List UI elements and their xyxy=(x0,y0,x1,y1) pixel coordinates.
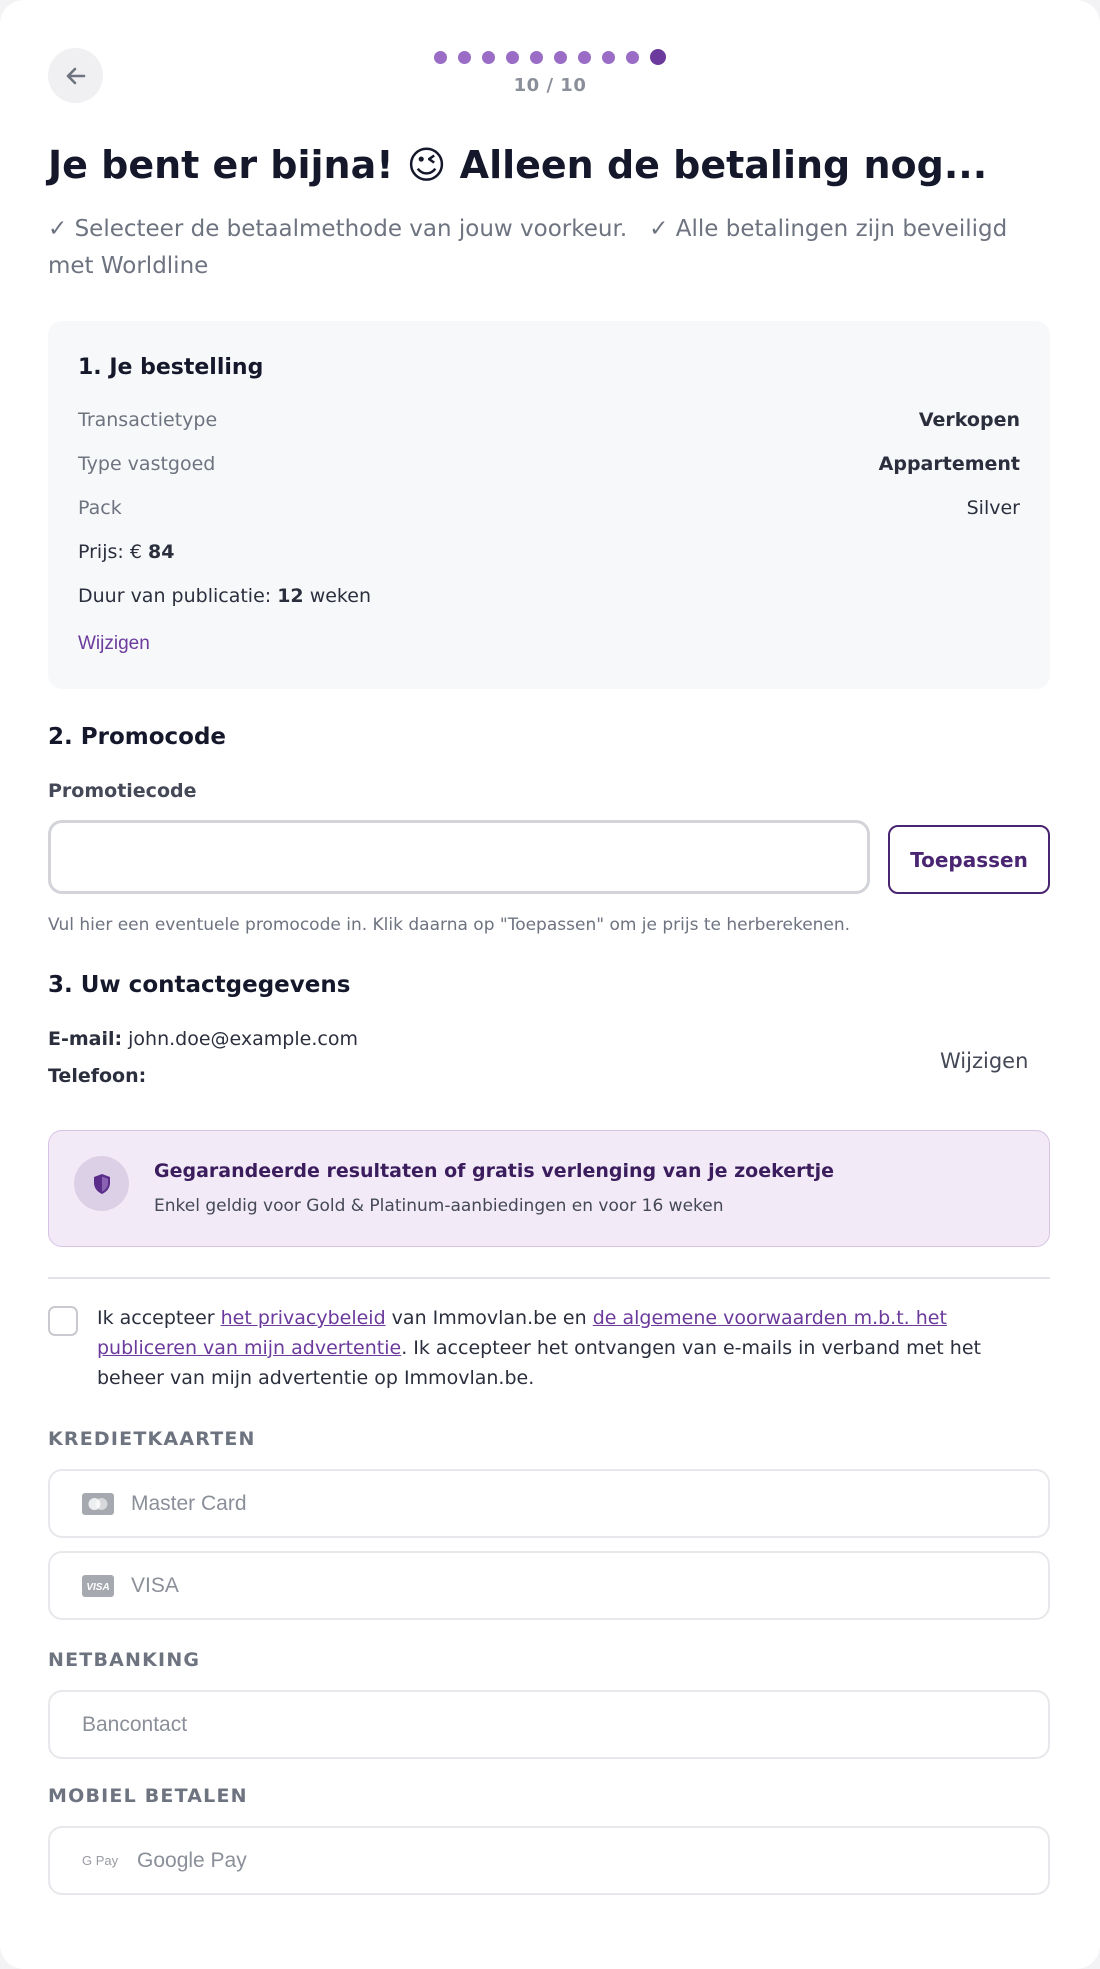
google-pay-icon xyxy=(82,1851,120,1871)
order-row-pack xyxy=(78,497,1020,519)
promo-section-title: 2. Promocode xyxy=(48,724,227,750)
privacy-policy-link[interactable]: het privacybeleid xyxy=(220,1307,386,1329)
order-title: 1. Je bestelling xyxy=(78,355,264,380)
progress-dot xyxy=(434,51,447,64)
promo-hint: Vul hier een eventuele promocode in. Klik daarna op "Toepassen" om je prijs te herberekenen. xyxy=(48,915,851,935)
payment-option-visa[interactable] xyxy=(48,1551,1050,1620)
progress-dot xyxy=(578,51,591,64)
progress-dot xyxy=(650,49,666,65)
contact-edit-button[interactable]: Wijzigen xyxy=(940,1049,1029,1073)
order-edit-link[interactable]: Wijzigen xyxy=(78,633,150,654)
duration-value: 12 xyxy=(277,585,304,607)
mastercard-icon xyxy=(82,1493,114,1515)
terms-prefix: Ik accepteer xyxy=(97,1307,221,1329)
payment-option-label: Bancontact xyxy=(82,1712,188,1736)
duration-unit: weken xyxy=(303,585,371,607)
order-price xyxy=(78,541,174,563)
email-value: john.doe@example.com xyxy=(122,1028,358,1050)
payment-option-mastercard[interactable] xyxy=(48,1469,1050,1538)
order-row-transaction-type xyxy=(78,409,1020,431)
progress-dot xyxy=(530,51,543,64)
promo-code-input[interactable] xyxy=(48,820,870,894)
progress-dot xyxy=(626,51,639,64)
order-key: Pack xyxy=(78,497,122,519)
progress-dot xyxy=(554,51,567,64)
promo-field-label: Promotiecode xyxy=(48,780,197,802)
page-subtitle xyxy=(48,211,1058,285)
contact-email xyxy=(48,1028,358,1050)
mobile-payment-heading: MOBIEL BETALEN xyxy=(48,1785,248,1807)
progress-dot xyxy=(602,51,615,64)
terms-conditions-link[interactable]: de algemene voorwaarden m.b.t. het publiceren van mijn advertentie xyxy=(97,1307,947,1359)
payment-option-label: Google Pay xyxy=(137,1848,247,1872)
progress-dot xyxy=(482,51,495,64)
page-title: Je bent er bijna! 😉 Alleen de betaling nog... xyxy=(48,143,988,187)
payment-option-label: Master Card xyxy=(131,1491,247,1515)
order-key: Transactietype xyxy=(78,409,218,431)
divider xyxy=(48,1277,1050,1279)
guarantee-text: Enkel geldig voor Gold & Platinum-aanbiedingen en voor 16 weken xyxy=(154,1196,724,1216)
subtitle-item: ✓ Selecteer de betaalmethode van jouw voorkeur. xyxy=(48,216,628,242)
order-value: Verkopen xyxy=(918,409,1020,431)
progress-dot xyxy=(506,51,519,64)
email-label: E-mail: xyxy=(48,1028,123,1050)
phone-label: Telefoon: xyxy=(48,1065,147,1087)
progress-dots xyxy=(0,49,1100,65)
subtitle-item: ✓ Alle betalingen zijn beveiligd met Worldline xyxy=(48,216,1008,279)
order-row-property-type xyxy=(78,453,1020,475)
contact-phone xyxy=(48,1065,146,1087)
price-label: Prijs: € xyxy=(78,541,148,563)
netbanking-heading: NETBANKING xyxy=(48,1649,201,1671)
credit-cards-heading: KREDIETKAARTEN xyxy=(48,1428,256,1450)
order-value: Appartement xyxy=(878,453,1020,475)
shield-icon xyxy=(74,1156,129,1211)
order-summary xyxy=(48,321,1050,689)
order-key: Type vastgoed xyxy=(78,453,216,475)
contact-section-title: 3. Uw contactgegevens xyxy=(48,972,351,998)
terms-middle: van Immovlan.be en xyxy=(385,1307,593,1329)
guarantee-banner xyxy=(48,1130,1050,1247)
payment-option-google-pay[interactable] xyxy=(48,1826,1050,1895)
apply-promo-button[interactable]: Toepassen xyxy=(888,825,1050,894)
payment-option-label: VISA xyxy=(131,1573,179,1597)
terms-suffix: . Ik accepteer het ontvangen van e-mails in verband met het beheer van mijn advertentie op Immovlan.be. xyxy=(97,1337,981,1389)
order-value: Silver xyxy=(966,497,1020,519)
terms-checkbox[interactable] xyxy=(48,1306,78,1336)
duration-label: Duur van publicatie: xyxy=(78,585,278,607)
google-pay-icon-text: G Pay xyxy=(82,1852,119,1868)
guarantee-title: Gegarandeerde resultaten of gratis verlenging van je zoekertje xyxy=(154,1160,834,1182)
step-counter: 10 / 10 xyxy=(513,75,587,96)
visa-icon-text: VISA xyxy=(86,1581,110,1593)
progress-dot xyxy=(458,51,471,64)
price-value: 84 xyxy=(147,541,175,563)
order-duration xyxy=(78,585,371,607)
terms-text xyxy=(97,1303,1037,1393)
visa-icon xyxy=(82,1575,114,1597)
payment-option-bancontact[interactable] xyxy=(48,1690,1050,1759)
